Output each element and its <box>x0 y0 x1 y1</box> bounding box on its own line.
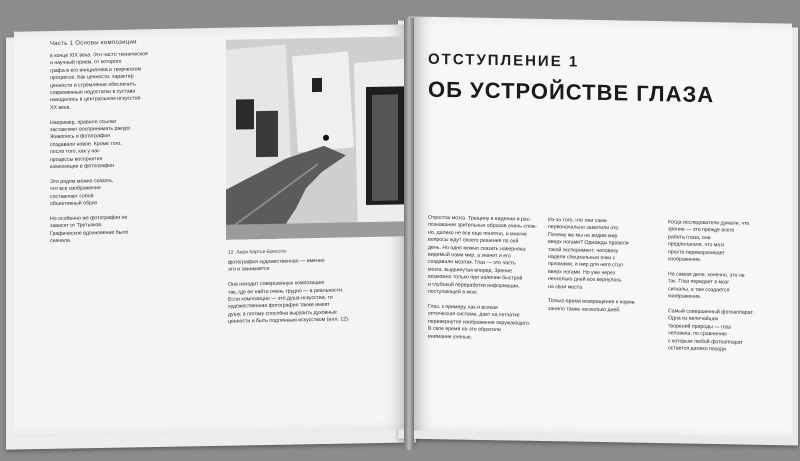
right-column-1: Отросток мозга. Трещину в видении и рас- познавании зрительных образов очень слож- но, далеко не все еще понятно, и многие вопросы ждут своего решения по сей день. Но одно можно сказать наверняка: видимый нами мир, а значит и его создавали мозгом. Глаз — это часть мозга, выдвинутая вперед. Зрение возможно только при наличии быстрой и глубокой переработки информации, поступающей в мозг. Глаз, к примеру, как и всякая оптическая система, дает на сетчатке перевернутое изображение окружающего. В свое время на это обратили внимание ученые. <box>428 214 538 341</box>
photo-caption: 12. Анри Картье-Брессон <box>228 248 287 256</box>
right-column-3: Когда исследователи думали, что зрение — это прежде всего работа глаза, они предполагали, что мозг просто переворачивает изображение. На самом деле, конечно, это не так. Глаз передает в мозг сигналы, а там создается изображение. Самый совершенный фотоаппарат. Одна из величайших творений природы — глаз человека, по сравнению с которым любой фотоаппарат остается далеко позади. <box>668 219 754 353</box>
shadow-wall <box>256 111 278 157</box>
right-column-2: Из-за того, что они сами первоначально заметили это. Почему же мы не видим мир вверх ногами? Однажды провели такой эксперимент: человеку надели специальные очки с призмами, и мир для него стал вверх ногами. Но уже через несколько дней все вернулось на свои места. Только время возвращения к норме заняло также несколько дней. <box>548 217 635 314</box>
right-door <box>372 94 398 200</box>
chapter-label: ОТСТУПЛЕНИЕ 1 <box>428 50 580 71</box>
center-building <box>292 51 354 152</box>
left-body-text-2: фотография художественная — именно это и занимается Она находит совершенную композицию так, где ее найти очень трудно — в реальности. Если композиция — это душа искусства, то художественная фотография также имеет душу, а потому способна выразить духовные ценности и быть подлинным искусством (илл. 12). <box>228 257 350 325</box>
running-head: Часть 1 Основы композиции <box>50 39 137 48</box>
book-spine <box>404 18 414 450</box>
center-window <box>312 78 322 92</box>
chapter-title: ОБ УСТРОЙСТВЕ ГЛАЗА <box>428 76 715 108</box>
left-page <box>14 24 410 437</box>
street-photograph <box>226 36 410 240</box>
left-body-text: в конце XIX века. Это часто техническое и научный прием, от которого графа в его инициатива и творческом прогрессе. Как ценности, характер ценности и стремление обеспечить современные недостатки в сустави находились в центральном искусстве XX века. Например, правило ссылки заставляют воспринимать ракурс Живопись и фотография создавали новое. Кроме того, после того, как у нас процессы восприятия композиции в фотографии Это рядом можно сказать, что все изображения составляют собой объективный образ Но особенно же фотографии не зависят от Третьяков. Графическое вдохновение было сначала. <box>50 51 148 245</box>
right-page <box>408 16 792 437</box>
left-window <box>236 99 254 129</box>
